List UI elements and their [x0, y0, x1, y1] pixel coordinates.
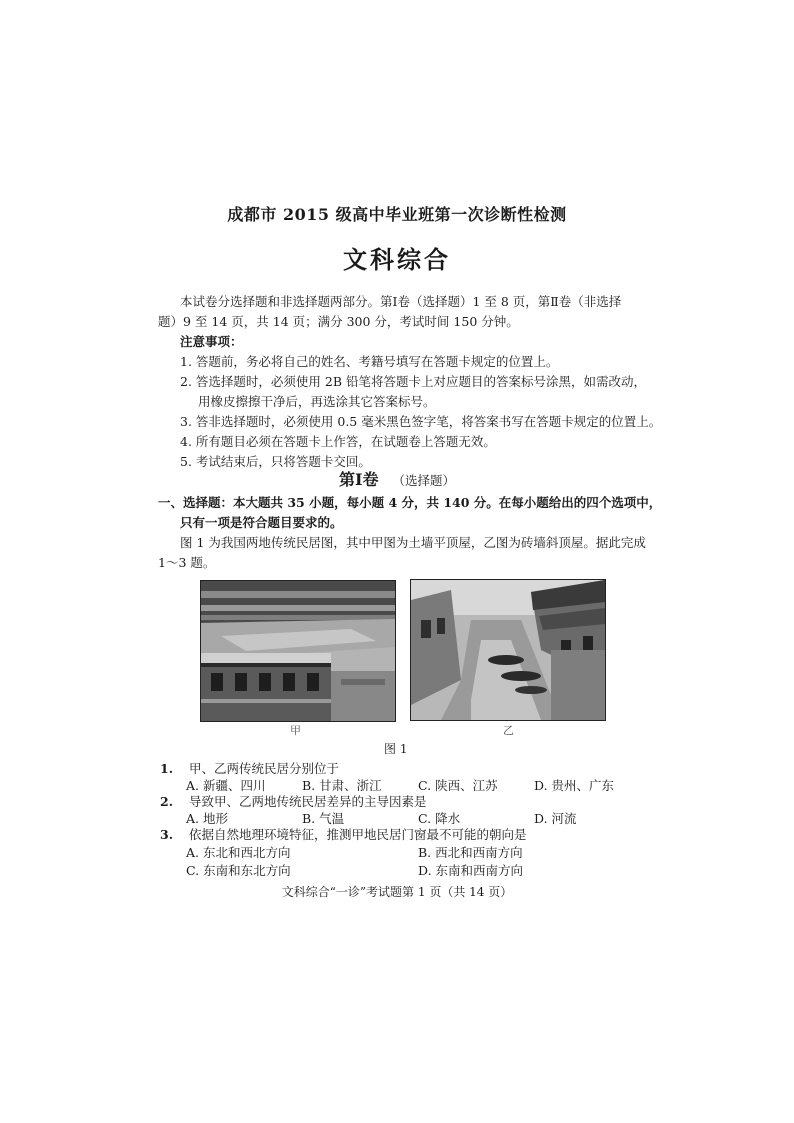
q1-option-d: D. 贵州、广东: [534, 778, 615, 793]
section-instruction-1: 一、选择题：本大题共 35 小题，每小题 4 分，共 140 分。在每小题给出的四个选项中，: [158, 495, 662, 510]
q3-option-b: B. 西北和西南方向: [418, 845, 523, 860]
section-title: [0, 467, 794, 490]
question-stem: 甲、乙两传统民居分别位于: [189, 761, 340, 776]
photo-jia-flat-roof-houses: [200, 580, 396, 722]
photo-label-yi: 乙: [503, 724, 514, 737]
figure-desc-2: 1～3 题。: [158, 555, 216, 570]
photo-label-jia: 甲: [290, 724, 301, 737]
intro-line-2: 题）9 至 14 页，共 14 页；满分 300 分，考试时间 150 分钟。: [158, 314, 519, 329]
q2-option-c: C. 降水: [418, 811, 461, 826]
notice-item-2: 2. 答选择题时，必须使用 2B 铅笔将答题卡上对应题目的答案标号涂黑，如需改动，: [180, 374, 646, 389]
page-footer: 文科综合“一诊”考试题第 1 页（共 14 页）: [281, 885, 513, 899]
section-title-text: 第Ⅰ卷: [338, 470, 379, 489]
notice-item-3: 3. 答非选择题时，必须使用 0.5 毫米黑色签字笔，将答案书写在答题卡规定的位置上。: [180, 414, 662, 429]
q3-option-c: C. 东南和东北方向: [186, 863, 291, 878]
intro-line-1: 本试卷分选择题和非选择题两部分。第Ⅰ卷（选择题）1 至 8 页，第Ⅱ卷（非选择: [180, 294, 622, 309]
q3-option-a: A. 东北和西北方向: [186, 845, 291, 860]
question-number: 3.: [160, 827, 174, 842]
q3-option-d: D. 东南和西南方向: [418, 863, 524, 878]
q1-option-c: C. 陕西、江苏: [418, 778, 498, 793]
exam-title: 成都市 2015 级高中毕业班第一次诊断性检测: [227, 205, 567, 224]
notice-item-1: 1. 答题前，务必将自己的姓名、考籍号填写在答题卡规定的位置上。: [180, 354, 559, 369]
subject-title: 文科综合: [343, 245, 451, 274]
question-number: 1.: [160, 761, 174, 776]
question-3: [160, 825, 527, 845]
question-stem: 导致甲、乙两地传统民居差异的主导因素是: [189, 794, 427, 809]
q2-option-b: B. 气温: [302, 811, 345, 826]
question-stem: 依据自然地理环境特征，推测甲地民居门窗最不可能的朝向是: [189, 827, 527, 842]
q1-option-b: B. 甘肃、浙江: [302, 778, 382, 793]
q2-option-d: D. 河流: [534, 811, 577, 826]
q1-option-a: A. 新疆、四川: [186, 778, 266, 793]
section-instruction-2: 只有一项是符合题目要求的。: [180, 515, 343, 530]
question-number: 2.: [160, 794, 174, 809]
notice-heading: 注意事项：: [180, 334, 243, 349]
q2-option-a: A. 地形: [186, 811, 228, 826]
figure-desc-1: 图 1 为我国两地传统民居图，其中甲图为土墙平顶屋，乙图为砖墙斜顶屋。据此完成: [180, 535, 646, 550]
notice-item-4: 4. 所有题目必须在答题卡上作答，在试题卷上答题无效。: [180, 434, 496, 449]
photo-yi-sloped-roof-canal: [410, 579, 606, 721]
notice-item-5: 5. 考试结束后，只将答题卡交回。: [180, 454, 371, 469]
figure-caption: 图 1: [384, 742, 408, 756]
notice-item-2-cont: 用橡皮擦擦干净后，再选涂其它答案标号。: [198, 394, 436, 409]
section-subtitle: （选择题）: [392, 473, 455, 488]
